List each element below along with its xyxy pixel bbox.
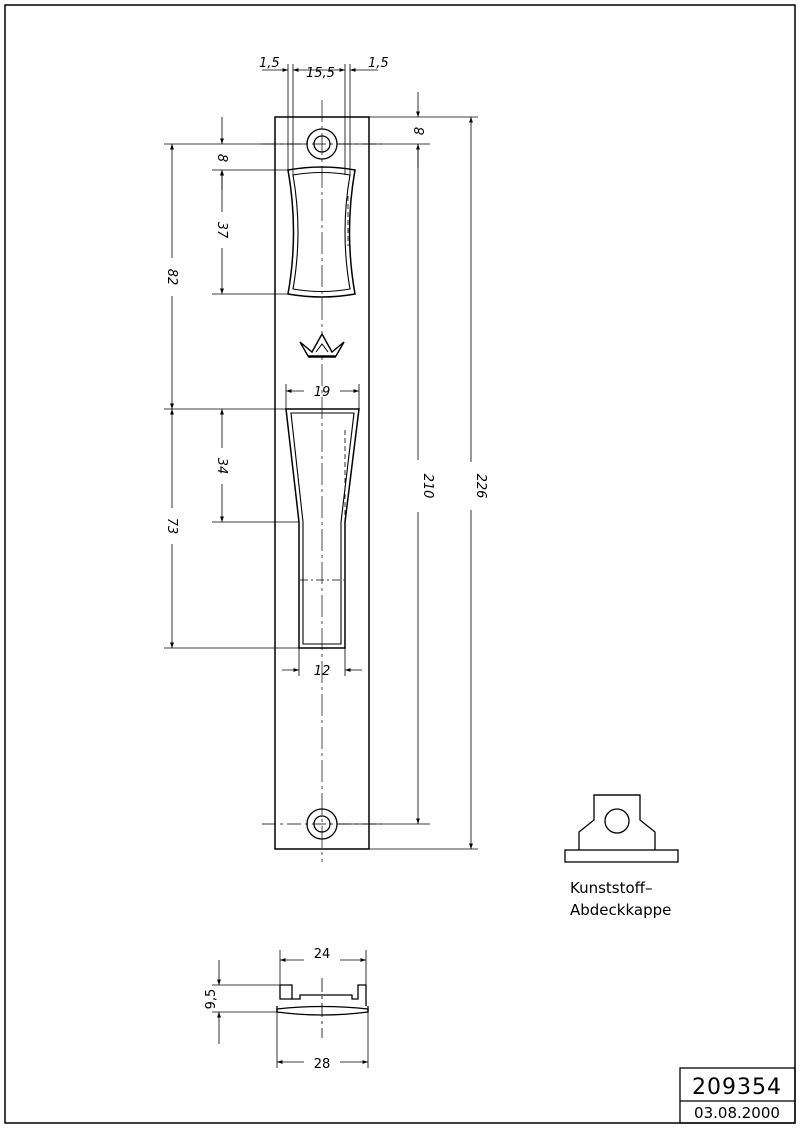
drawing-date: 03.08.2000 — [694, 1104, 780, 1122]
cover-cap-label-2: Abdeckkappe — [570, 901, 672, 919]
lower-slot-outer — [286, 409, 359, 648]
dim-profile-24: 24 — [313, 947, 331, 962]
profile-section — [277, 985, 368, 1015]
dim-span-73: 73 — [164, 517, 179, 535]
dim-profile-28: 28 — [313, 1057, 331, 1072]
dim-slot2-34: 34 — [214, 457, 229, 475]
dim-left-8: 8 — [214, 153, 229, 163]
profile-base — [277, 1007, 368, 1016]
profile-dimensions — [212, 950, 368, 1068]
dim-overall-210: 210 — [420, 473, 435, 499]
cover-cap-label-1: Kunststoff– — [570, 879, 653, 897]
cover-cap-base — [565, 850, 678, 862]
upper-slot-inner — [293, 173, 350, 292]
dim-slot2-12: 12 — [313, 664, 331, 679]
dim-top-left: 1,5 — [259, 56, 280, 71]
crown-logo-icon — [300, 334, 344, 357]
cover-cap-hole — [605, 809, 629, 833]
dim-top-right: 1,5 — [368, 56, 389, 71]
dim-slot2-19: 19 — [313, 385, 331, 400]
dim-span-82: 82 — [164, 268, 179, 286]
dimension-lines — [164, 64, 478, 849]
drawing-number: 209354 — [692, 1075, 782, 1100]
dim-right-8: 8 — [413, 126, 428, 136]
dim-overall-226: 226 — [473, 473, 488, 499]
strike-plate — [262, 100, 382, 862]
plastic-cover-cap — [565, 795, 678, 862]
dim-slot1-37: 37 — [214, 221, 229, 239]
dim-top-mid: 15,5 — [306, 66, 335, 81]
drawing-frame — [5, 5, 795, 1123]
dim-profile-9-5: 9,5 — [204, 988, 219, 1010]
